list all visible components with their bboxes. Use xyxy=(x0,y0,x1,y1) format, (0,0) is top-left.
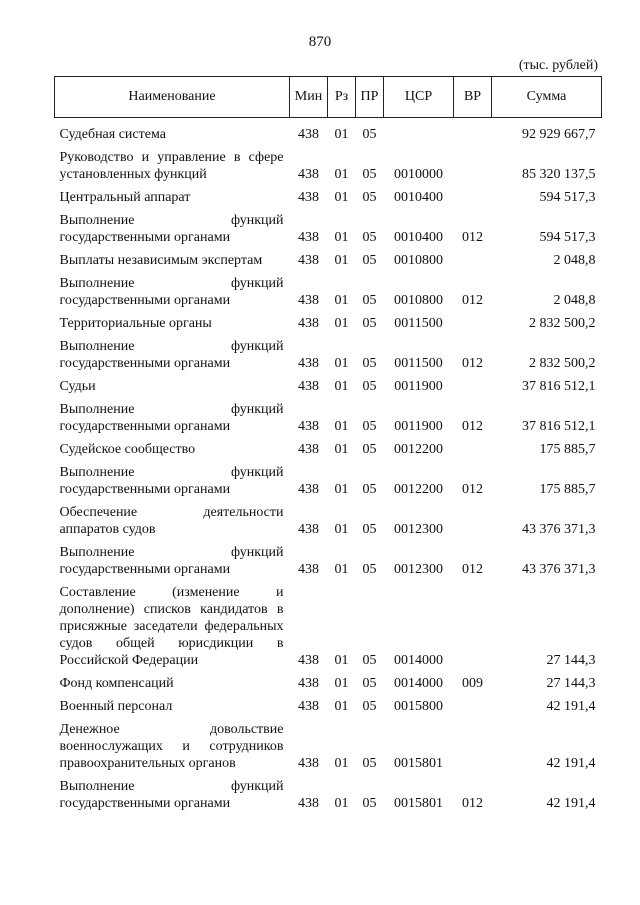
row-name: Выполнение функций государственными органами xyxy=(59,545,284,577)
table-row xyxy=(55,721,602,772)
row-rz: 01 xyxy=(334,293,349,308)
row-vr: 012 xyxy=(462,562,483,577)
table-row xyxy=(55,338,602,372)
row-min: 438 xyxy=(298,253,319,268)
row-pr: 05 xyxy=(362,756,377,771)
row-csr: 0015800 xyxy=(394,699,443,714)
row-rz: 01 xyxy=(334,253,349,268)
row-rz: 01 xyxy=(334,796,349,811)
row-sum: 2 832 500,2 xyxy=(529,356,596,371)
row-vr: 009 xyxy=(462,676,483,691)
row-name: Выплаты независимым экспертам xyxy=(59,253,263,268)
row-sum: 175 885,7 xyxy=(539,482,596,497)
row-csr: 0010000 xyxy=(394,167,443,182)
row-min: 438 xyxy=(298,293,319,308)
row-name: Выполнение функций государственными органами xyxy=(59,779,284,811)
row-csr: 0014000 xyxy=(394,676,443,691)
table-row xyxy=(55,584,602,669)
row-pr: 05 xyxy=(362,356,377,371)
header-min: Мин xyxy=(290,77,328,118)
row-csr: 0010800 xyxy=(394,293,443,308)
table-row xyxy=(55,378,602,395)
row-vr: 012 xyxy=(462,419,483,434)
row-csr: 0011500 xyxy=(394,316,443,331)
row-csr: 0010400 xyxy=(394,190,443,205)
row-name: Судебная система xyxy=(59,127,166,142)
row-vr xyxy=(454,584,492,669)
row-sum: 43 376 371,3 xyxy=(522,522,596,537)
row-min: 438 xyxy=(298,522,319,537)
row-csr: 0014000 xyxy=(394,653,443,668)
row-name: Территориальные органы xyxy=(59,316,212,331)
table-row xyxy=(55,441,602,458)
table-row xyxy=(55,675,602,692)
units-label: (тыс. рублей) xyxy=(518,58,598,73)
row-csr: 0011500 xyxy=(394,356,443,371)
row-rz: 01 xyxy=(334,562,349,577)
row-sum: 85 320 137,5 xyxy=(522,167,596,182)
row-rz: 01 xyxy=(334,230,349,245)
table-row xyxy=(55,401,602,435)
row-csr: 0012200 xyxy=(394,482,443,497)
table-row xyxy=(55,315,602,332)
row-rz: 01 xyxy=(334,699,349,714)
row-min: 438 xyxy=(298,699,319,714)
row-pr: 05 xyxy=(362,442,377,457)
row-sum: 42 191,4 xyxy=(546,699,596,714)
table-row xyxy=(55,126,602,143)
table-row xyxy=(55,275,602,309)
spacer-cell xyxy=(55,118,602,127)
row-csr: 0012200 xyxy=(394,442,443,457)
row-sum: 27 144,3 xyxy=(546,676,596,691)
row-sum: 37 816 512,1 xyxy=(522,379,596,394)
row-min: 438 xyxy=(298,167,319,182)
row-vr: 012 xyxy=(462,796,483,811)
row-pr: 05 xyxy=(362,316,377,331)
row-rz: 01 xyxy=(334,127,349,142)
row-sum: 2 048,8 xyxy=(553,293,596,308)
row-sum: 594 517,3 xyxy=(539,230,596,245)
header-sum: Сумма xyxy=(492,77,602,118)
row-vr xyxy=(454,504,492,538)
row-sum: 2 048,8 xyxy=(553,253,596,268)
row-pr: 05 xyxy=(362,676,377,691)
row-pr: 05 xyxy=(362,293,377,308)
row-name: Денежное довольствие военнослужащих и сотрудников правоохранительных органов xyxy=(59,722,284,771)
table-row xyxy=(55,189,602,206)
row-pr: 05 xyxy=(362,522,377,537)
row-csr: 0011900 xyxy=(394,379,443,394)
row-vr: 012 xyxy=(462,230,483,245)
row-pr: 05 xyxy=(362,796,377,811)
row-vr: 012 xyxy=(462,293,483,308)
row-pr: 05 xyxy=(362,230,377,245)
row-name: Судейское сообщество xyxy=(59,442,196,457)
table-row xyxy=(55,504,602,538)
row-name: Выполнение функций государственными органами xyxy=(59,213,284,245)
row-min: 438 xyxy=(298,756,319,771)
row-sum: 92 929 667,7 xyxy=(522,127,596,142)
row-min: 438 xyxy=(298,482,319,497)
row-rz: 01 xyxy=(334,167,349,182)
row-min: 438 xyxy=(298,676,319,691)
row-pr: 05 xyxy=(362,127,377,142)
row-name: Выполнение функций государственными органами xyxy=(59,402,284,434)
table-row xyxy=(55,252,602,269)
header-pr: ПР xyxy=(356,77,384,118)
row-rz: 01 xyxy=(334,676,349,691)
row-csr: 0010400 xyxy=(394,230,443,245)
table-row xyxy=(55,778,602,812)
row-csr: 0012300 xyxy=(394,562,443,577)
row-min: 438 xyxy=(298,442,319,457)
row-pr: 05 xyxy=(362,653,377,668)
row-sum: 2 832 500,2 xyxy=(529,316,596,331)
row-min: 438 xyxy=(298,796,319,811)
row-vr xyxy=(454,149,492,183)
row-name: Выполнение функций государственными органами xyxy=(59,276,284,308)
table-spacer xyxy=(55,118,602,127)
page-number: 870 xyxy=(308,34,332,50)
row-sum: 175 885,7 xyxy=(539,442,596,457)
row-min: 438 xyxy=(298,316,319,331)
header-vr: ВР xyxy=(454,77,492,118)
row-name: Составление (изменение и дополнение) списков кандидатов в присяжные заседатели федеральных судов общей юрисдикции в Российской Федерации xyxy=(59,585,284,668)
row-sum: 37 816 512,1 xyxy=(522,419,596,434)
row-min: 438 xyxy=(298,379,319,394)
row-vr xyxy=(454,315,492,332)
row-vr: 012 xyxy=(462,356,483,371)
row-pr: 05 xyxy=(362,482,377,497)
row-vr: 012 xyxy=(462,482,483,497)
row-sum: 42 191,4 xyxy=(546,756,596,771)
row-name: Выполнение функций государственными органами xyxy=(59,465,284,497)
row-csr xyxy=(384,126,454,143)
table-row xyxy=(55,464,602,498)
table-row xyxy=(55,212,602,246)
row-csr: 0010800 xyxy=(394,253,443,268)
row-min: 438 xyxy=(298,230,319,245)
row-pr: 05 xyxy=(362,190,377,205)
row-rz: 01 xyxy=(334,419,349,434)
row-vr xyxy=(454,252,492,269)
row-pr: 05 xyxy=(362,379,377,394)
row-rz: 01 xyxy=(334,482,349,497)
header-name: Наименование xyxy=(55,77,290,118)
table-row xyxy=(55,149,602,183)
row-vr xyxy=(454,189,492,206)
row-sum: 42 191,4 xyxy=(546,796,596,811)
budget-table xyxy=(54,76,602,812)
row-csr: 0015801 xyxy=(394,756,443,771)
row-name: Фонд компенсаций xyxy=(59,676,174,691)
row-min: 438 xyxy=(298,419,319,434)
row-name: Обеспечение деятельности аппаратов судов xyxy=(59,505,284,537)
row-sum: 43 376 371,3 xyxy=(522,562,596,577)
row-vr xyxy=(454,721,492,772)
row-min: 438 xyxy=(298,562,319,577)
row-vr xyxy=(454,126,492,143)
row-pr: 05 xyxy=(362,699,377,714)
row-pr: 05 xyxy=(362,253,377,268)
row-rz: 01 xyxy=(334,522,349,537)
row-name: Военный персонал xyxy=(59,699,173,714)
row-min: 438 xyxy=(298,356,319,371)
table-header-row xyxy=(55,77,602,118)
row-min: 438 xyxy=(298,190,319,205)
row-csr: 0012300 xyxy=(394,522,443,537)
row-pr: 05 xyxy=(362,562,377,577)
row-vr xyxy=(454,441,492,458)
row-name: Выполнение функций государственными органами xyxy=(59,339,284,371)
table-body xyxy=(55,118,602,813)
row-vr xyxy=(454,698,492,715)
row-rz: 01 xyxy=(334,316,349,331)
row-pr: 05 xyxy=(362,167,377,182)
row-vr xyxy=(454,378,492,395)
row-name: Судьи xyxy=(59,379,96,394)
row-csr: 0015801 xyxy=(394,796,443,811)
row-rz: 01 xyxy=(334,356,349,371)
header-csr: ЦСР xyxy=(384,77,454,118)
table-row xyxy=(55,698,602,715)
row-rz: 01 xyxy=(334,442,349,457)
row-rz: 01 xyxy=(334,653,349,668)
row-min: 438 xyxy=(298,653,319,668)
row-name: Центральный аппарат xyxy=(59,190,191,205)
header-rz: Рз xyxy=(328,77,356,118)
row-min: 438 xyxy=(298,127,319,142)
row-csr: 0011900 xyxy=(394,419,443,434)
row-rz: 01 xyxy=(334,190,349,205)
row-rz: 01 xyxy=(334,756,349,771)
row-pr: 05 xyxy=(362,419,377,434)
table-row xyxy=(55,544,602,578)
row-sum: 27 144,3 xyxy=(546,653,596,668)
row-rz: 01 xyxy=(334,379,349,394)
row-sum: 594 517,3 xyxy=(539,190,596,205)
row-name: Руководство и управление в сфере установленных функций xyxy=(59,150,284,182)
